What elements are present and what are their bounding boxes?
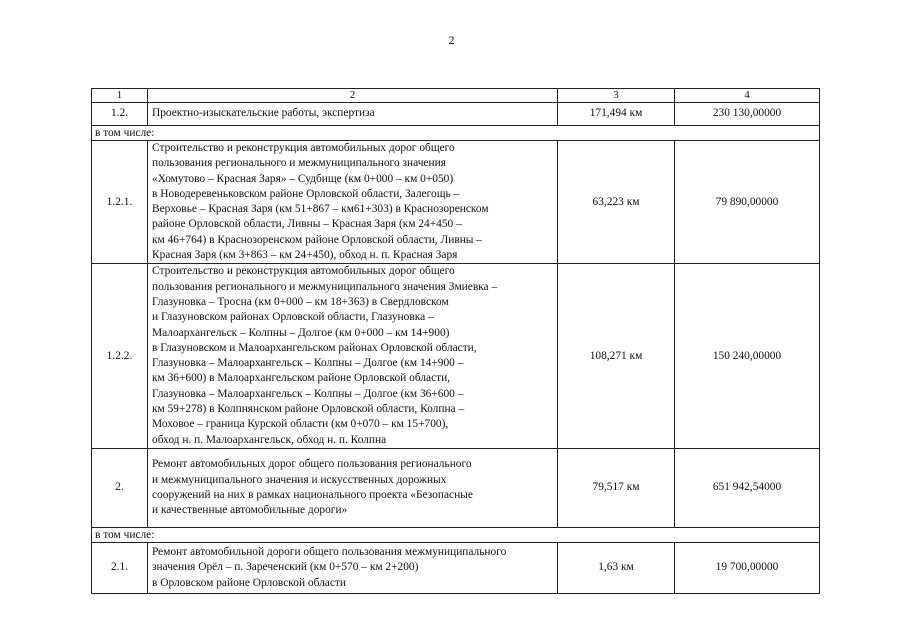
row-number: 2. <box>92 448 148 527</box>
header-col-4: 4 <box>675 89 820 103</box>
row-length: 1,63 км <box>558 542 675 593</box>
table-row <box>92 141 820 264</box>
table-row <box>92 542 820 593</box>
subtotal-row <box>92 126 820 141</box>
page-number: 2 <box>448 33 455 47</box>
row-amount: 651 942,54000 <box>675 448 820 527</box>
header-col-3: 3 <box>558 89 675 103</box>
row-number: 1.2. <box>92 103 148 126</box>
including-label: в том числе: <box>92 527 820 542</box>
row-length: 171,494 км <box>558 103 675 126</box>
table-row <box>92 264 820 449</box>
row-length: 79,517 км <box>558 448 675 527</box>
row-number: 1.2.2. <box>92 264 148 449</box>
row-number: 1.2.1. <box>92 141 148 264</box>
row-description: Проектно-изыскательские работы, экспертиза <box>148 103 558 126</box>
header-col-1: 1 <box>92 89 148 103</box>
row-amount: 150 240,00000 <box>675 264 820 449</box>
row-length: 108,271 км <box>558 264 675 449</box>
including-label: в том числе: <box>92 126 820 141</box>
row-description: Ремонт автомобильных дорог общего пользования регионального и межмуниципального значения и искусственных дорожных сооружений на них в рамках национального проекта «Безопасные и качественные автомобильные дороги» <box>148 448 558 527</box>
table-header-row <box>92 89 820 103</box>
subtotal-row <box>92 527 820 542</box>
row-length: 63,223 км <box>558 141 675 264</box>
roads-table <box>91 88 820 594</box>
header-col-2: 2 <box>148 89 558 103</box>
row-description: Ремонт автомобильной дороги общего пользования межмуниципального значения Орёл – п. Зареченский (км 0+570 – км 2+200) в Орловском районе Орловской области <box>148 542 558 593</box>
table-row <box>92 448 820 527</box>
row-number: 2.1. <box>92 542 148 593</box>
table-row <box>92 103 820 126</box>
row-amount: 19 700,00000 <box>675 542 820 593</box>
row-amount: 79 890,00000 <box>675 141 820 264</box>
row-description: Строительство и реконструкция автомобильных дорог общего пользования регионального и межмуниципального значения «Хомутово – Красная Заря» – Судбище (км 0+000 – км 0+050) в Новодеревеньковском районе Орловской области, Залегощь – Верховье – Красная Заря (км 51+867 – км61+303) в Краснозоренском районе Орловской области, Ливны – Красная Заря (км 24+450 – км 46+764) в Краснозоренском районе Орловской области, Ливны – Красная Заря (км 3+863 – км 24+450), обход н. п. Красная Заря <box>148 141 558 264</box>
row-amount: 230 130,00000 <box>675 103 820 126</box>
row-description: Строительство и реконструкция автомобильных дорог общего пользования регионального и межмуниципального значения Змиевка – Глазуновка – Тросна (км 0+000 – км 18+363) в Свердловском и Глазуновском районах Орловской области, Глазуновка – Малоархангельск – Колпны – Долгое (км 0+000 – км 14+900) в Глазуновском и Малоархангельском районах Орловской области, Глазуновка – Малоархангельск – Колпны – Долгое (км 14+900 – км 36+600) в Малоархангельском районе Орловской области, Глазуновка – Малоархангельск – Колпны – Долгое (км 36+600 – км 59+278) в Колпнянском районе Орловской области, Колпна – Моховое – граница Курской области (км 0+070 – км 15+700), обход н. п. Малоархангельск, обход н. п. Колпна <box>148 264 558 449</box>
